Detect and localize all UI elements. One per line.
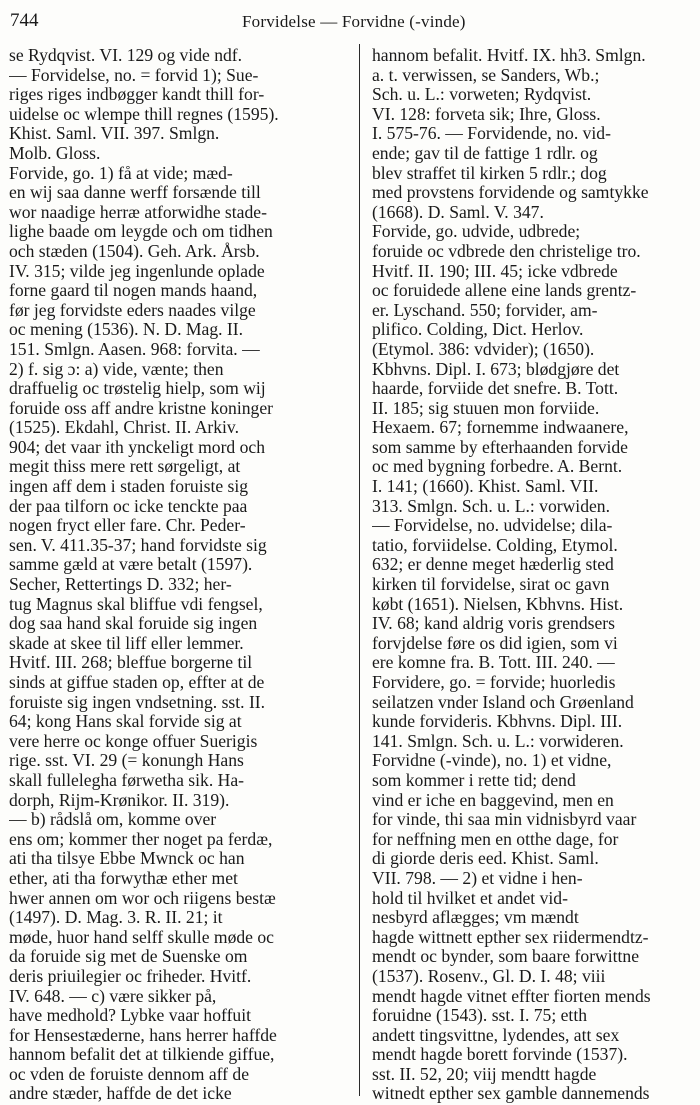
text-line: oc vden de foruiste dennom aff de bbox=[9, 1064, 250, 1084]
text-line: dorph, Rijm-Krønikor. II. 319). bbox=[9, 790, 230, 810]
text-line: VII. 798. — 2) et vidne i hen- bbox=[372, 868, 583, 888]
text-line: 151. Smlgn. Aasen. 968: forvita. — bbox=[9, 339, 260, 359]
text-line: for vinde, thi saa min vidnisbyrd vaar bbox=[372, 810, 637, 830]
text-line: IV. 68; kand aldrig voris grendsers bbox=[372, 614, 616, 634]
text-line: Forvide, go. 1) få at vide; mæd- bbox=[9, 163, 233, 183]
text-line: tug Magnus skal bliffue vdi fengsel, bbox=[9, 594, 263, 614]
text-line: a. t. verwissen, se Sanders, Wb.; bbox=[372, 65, 600, 85]
text-line: foruidne (1543). sst. I. 75; etth bbox=[372, 1006, 587, 1026]
text-line: skade at skee til liff eller lemmer. bbox=[9, 633, 244, 653]
text-line: hagde wittnett epther sex riidermendtz- bbox=[372, 927, 649, 947]
text-line: — Forvidelse, no. udvidelse; dila- bbox=[372, 516, 613, 536]
text-line: (1497). D. Mag. 3. R. II. 21; it bbox=[9, 908, 223, 928]
text-line: 141. Smlgn. Sch. u. L.: vorwideren. bbox=[372, 731, 624, 751]
text-line: blev straffet til kirken 5 rdlr.; dog bbox=[372, 163, 607, 183]
text-line: ere komne fra. B. Tott. III. 240. — bbox=[372, 653, 615, 673]
text-line: plifico. Colding, Dict. Herlov. bbox=[372, 320, 584, 340]
text-line: Kbhvns. Dipl. I. 673; blødgjøre det bbox=[372, 359, 620, 379]
text-line: 632; er denne meget hæderlig sted bbox=[372, 555, 614, 575]
text-line: som samme by efterhaanden forvide bbox=[372, 437, 628, 457]
text-line: møde, huor hand selff skulle møde oc bbox=[9, 927, 274, 947]
text-line: wor naadige herræ atforwidhe stade- bbox=[9, 202, 267, 222]
text-line: Forvide, go. udvide, udbrede; bbox=[372, 222, 581, 242]
text-line: Sch. u. L.: vorweten; Rydqvist. bbox=[372, 85, 592, 105]
text-line: hwer annen om wor och riigens bestæ bbox=[9, 888, 276, 908]
text-line: hannom befalit det at tilkiende giffue, bbox=[9, 1045, 275, 1065]
text-line: nesbyrd aflægges; vm mændt bbox=[372, 908, 579, 928]
text-line: andre stæder, haffde de det icke bbox=[9, 1084, 232, 1104]
text-line: kunde forvideris. Kbhvns. Dipl. III. bbox=[372, 712, 623, 732]
text-line: skall fullelegha førwetha sik. Ha- bbox=[9, 770, 244, 790]
text-line: uidelse oc wlempe thill regnes (1595). bbox=[9, 104, 279, 124]
text-line: (1537). Rosenv., Gl. D. I. 48; viii bbox=[372, 966, 606, 986]
left-column bbox=[9, 46, 345, 1104]
text-line: seilatzen vnder Island och Grøenland bbox=[372, 692, 634, 712]
text-line: der paa tilforn oc icke tenckte paa bbox=[9, 496, 248, 516]
text-line: er. Lyschand. 550; forvider, am- bbox=[372, 300, 598, 320]
text-line: — Forvidelse, no. = forvid 1); Sue- bbox=[9, 65, 259, 85]
text-line: mendt hagde vitnet effter fiorten mends bbox=[372, 986, 651, 1006]
text-line: II. 185; sig stuuen mon forviide. bbox=[372, 398, 600, 418]
text-line: forvjdelse føre os did igien, som vi bbox=[372, 633, 618, 653]
text-line: — b) rådslå om, komme over bbox=[9, 810, 217, 830]
text-line: forne gaard til nogen mands haand, bbox=[9, 281, 258, 301]
text-line: mendt hagde borett forvinde (1537). bbox=[372, 1045, 628, 1065]
text-line: før jeg forvidste eders naades vilge bbox=[9, 300, 256, 320]
text-line: da foruide sig met de Suenske om bbox=[9, 947, 248, 967]
column-divider bbox=[359, 44, 360, 1096]
text-line: VI. 128: forveta sik; Ihre, Gloss. bbox=[372, 104, 601, 124]
text-line: Hvitf. III. 268; bleffue borgerne til bbox=[9, 653, 253, 673]
page-number: 744 bbox=[10, 10, 39, 31]
text-line: 2) f. sig ɔ: a) vide, vænte; then bbox=[9, 359, 224, 379]
text-line: for Hensestæderne, hans herrer haffde bbox=[9, 1025, 277, 1045]
text-line: mendt oc bynder, som baare forwittne bbox=[372, 947, 640, 967]
text-line: 904; det vaar ith ynckeligt mord och bbox=[9, 437, 266, 457]
right-column bbox=[372, 46, 688, 1104]
text-line: sinds at giffue staden op, effter at de bbox=[9, 673, 265, 692]
text-line: ende; gav til de fattige 1 rdlr. og bbox=[372, 143, 598, 163]
text-line: have medhold? Lybke vaar hoffuit bbox=[9, 1006, 251, 1026]
text-line: IV. 315; vilde jeg ingenlunde oplade bbox=[9, 261, 265, 281]
text-line: draffuelig oc trøstelig hielp, som wij bbox=[9, 379, 266, 399]
text-line: Secher, Rettertings D. 332; her- bbox=[9, 575, 232, 595]
text-line: foruide oc vdbrede den christelige tro. bbox=[372, 241, 641, 261]
text-line: vind er iche en baggevind, men en bbox=[372, 790, 614, 810]
text-line: haarde, forviide det snefre. B. Tott. bbox=[372, 379, 619, 399]
text-line: ether, ati tha forwythæ ether met bbox=[9, 868, 238, 888]
text-line: oc mening (1536). N. D. Mag. II. bbox=[9, 320, 244, 340]
running-head: Forvidelse — Forvidne (-vinde) bbox=[242, 12, 466, 31]
text-line: nogen fryct eller fare. Chr. Peder- bbox=[9, 516, 246, 536]
text-line: samme gæld at være betalt (1597). bbox=[9, 555, 253, 575]
text-line: købt (1651). Nielsen, Kbhvns. Hist. bbox=[372, 594, 624, 614]
text-line: vere herre oc konge offuer Suerigis bbox=[9, 731, 258, 751]
text-line: ati tha tilsye Ebbe Mwnck oc han bbox=[9, 849, 245, 869]
text-line: andett tingsvittne, lydendes, att sex bbox=[372, 1025, 620, 1045]
text-line: Forvidere, go. = forvide; huorledis bbox=[372, 673, 616, 692]
text-line: 313. Smlgn. Sch. u. L.: vorwiden. bbox=[372, 496, 610, 516]
text-line: dog saa hand skal foruide sig ingen bbox=[9, 614, 258, 634]
text-line: hannom befalit. Hvitf. IX. hh3. Smlgn. bbox=[372, 46, 646, 65]
text-line: Hexaem. 67; fornemme indwaanere, bbox=[372, 418, 629, 438]
text-line: se Rydqvist. VI. 129 og vide ndf. bbox=[9, 46, 243, 65]
text-line: lighe baade om leygde och om tidhen bbox=[9, 222, 273, 242]
text-line: hold til hvilket et andet vid- bbox=[372, 888, 568, 908]
text-line: oc med bygning forbedre. A. Bernt. bbox=[372, 457, 623, 477]
text-line: rige. sst. VI. 29 (= konungh Hans bbox=[9, 751, 244, 771]
text-line: I. 575-76. — Forvidende, no. vid- bbox=[372, 124, 611, 144]
text-line: for neffning men en otthe dage, for bbox=[372, 829, 619, 849]
text-line: (1525). Ekdahl, Christ. II. Arkiv. bbox=[9, 418, 239, 438]
text-line: som kommer i rette tid; dend bbox=[372, 770, 576, 790]
text-line: di giorde deris eed. Khist. Saml. bbox=[372, 849, 599, 869]
page-header bbox=[10, 8, 690, 34]
text-line: och stæden (1504). Geh. Ark. Årsb. bbox=[9, 241, 260, 261]
text-line: foruide oss aff andre kristne koninger bbox=[9, 398, 273, 418]
text-line: Molb. Gloss. bbox=[9, 143, 101, 163]
text-line: ingen aff dem i staden foruiste sig bbox=[9, 477, 249, 497]
text-line: ens om; kommer ther noget pa ferdæ, bbox=[9, 829, 273, 849]
text-line: Khist. Saml. VII. 397. Smlgn. bbox=[9, 124, 220, 144]
text-line: megit thiss mere rett sørgeligt, at bbox=[9, 457, 241, 477]
text-line: med provstens forvidende og samtykke bbox=[372, 183, 649, 203]
text-line: foruiste sig ingen vndsetning. sst. II. bbox=[9, 692, 266, 712]
text-line: kirken til forvidelse, sirat oc gavn bbox=[372, 575, 610, 595]
text-line: sen. V. 411.35-37; hand forvidste sig bbox=[9, 535, 267, 555]
text-line: deris priuilegier oc friheder. Hvitf. bbox=[9, 966, 252, 986]
text-line: (1668). D. Saml. V. 347. bbox=[372, 202, 544, 222]
text-line: en wij saa danne werff forsænde till bbox=[9, 183, 261, 203]
text-line: Hvitf. II. 190; III. 45; icke vdbrede bbox=[372, 261, 618, 281]
text-line: IV. 648. — c) være sikker på, bbox=[9, 986, 217, 1006]
text-line: (Etymol. 386: vdvider); (1650). bbox=[372, 339, 595, 359]
text-line: riges riges indbøgger kandt thill for- bbox=[9, 85, 265, 105]
text-line: witnedt epther sex gamble dannemends bbox=[372, 1084, 650, 1104]
text-line: I. 141; (1660). Khist. Saml. VII. bbox=[372, 477, 599, 497]
text-line: 64; kong Hans skal forvide sig at bbox=[9, 712, 242, 732]
text-line: sst. II. 52, 20; viij mendtt hagde bbox=[372, 1064, 597, 1084]
text-line: tatio, forviidelse. Colding, Etymol. bbox=[372, 535, 618, 555]
text-line: oc foruidede allene eine lands grentz- bbox=[372, 281, 637, 301]
text-line: Forvidne (-vinde), no. 1) et vidne, bbox=[372, 751, 612, 771]
